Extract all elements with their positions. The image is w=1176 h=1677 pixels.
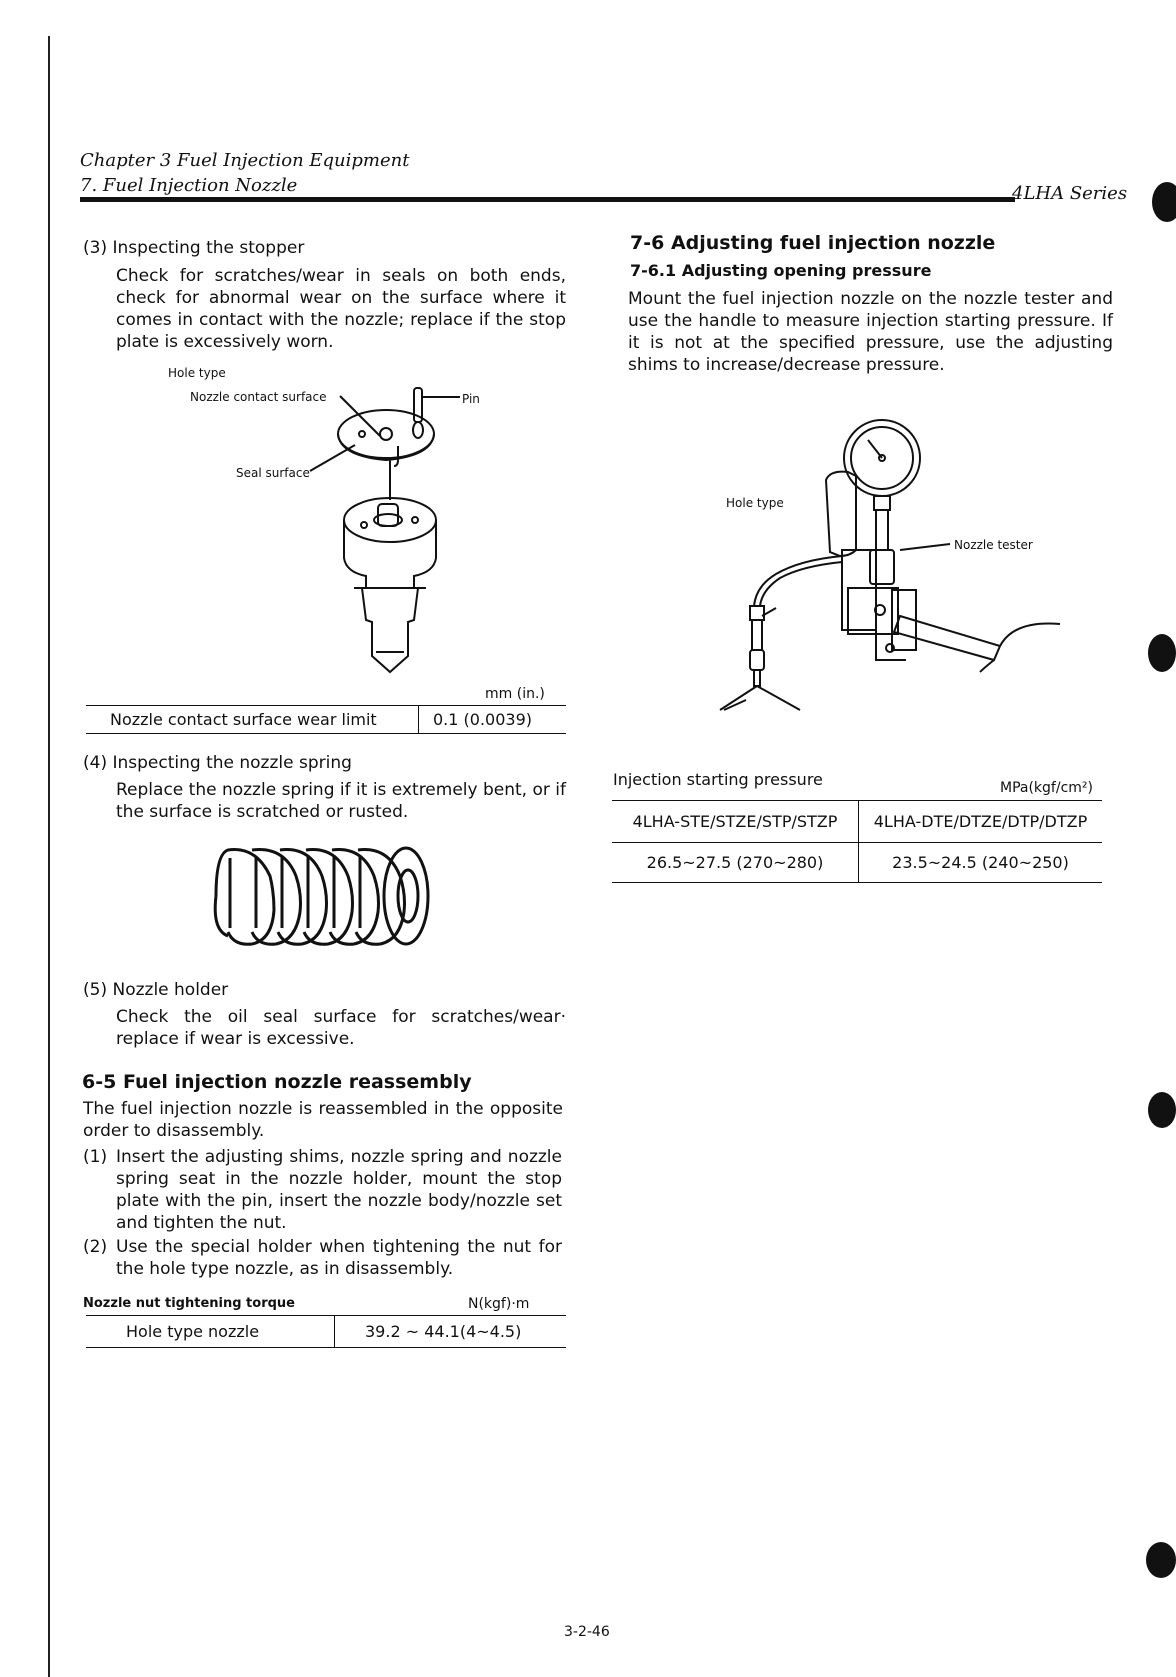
table1-unit: mm (in.) bbox=[485, 686, 545, 702]
s76-heading: 7-6 Adjusting fuel injection nozzle bbox=[630, 232, 996, 254]
table2-value: 39.2 ~ 44.1(4~4.5) bbox=[365, 1322, 522, 1341]
fig1-seal-surface: Seal surface bbox=[236, 466, 310, 480]
table2-label: Hole type nozzle bbox=[86, 1316, 335, 1348]
s76-body: Mount the fuel injection nozzle on the nozzle tester and use the handle to measure injection starting pressure. If it is not at the specified pressure, use the adjusting shims to increase/decrease pressure. bbox=[628, 289, 1113, 375]
chapter-title: Chapter 3 Fuel Injection Equipment bbox=[80, 150, 410, 171]
s65-step2: Use the special holder when tightening the nut for the hole type nozzle, as in disassembly. bbox=[116, 1237, 562, 1279]
s65-heading: 6-5 Fuel injection nozzle reassembly bbox=[82, 1071, 472, 1093]
punch-hole bbox=[1148, 1092, 1176, 1128]
table3-title: Injection starting pressure bbox=[613, 770, 823, 789]
fig1-nozzle-contact: Nozzle contact surface bbox=[190, 390, 327, 404]
stopper-figure bbox=[150, 360, 480, 680]
s4-heading: (4) Inspecting the nozzle spring bbox=[83, 753, 352, 773]
table2-title: Nozzle nut tightening torque bbox=[83, 1296, 295, 1311]
fig1-pin: Pin bbox=[462, 392, 480, 406]
table3-col2: 4LHA-DTE/DTZE/DTP/DTZP bbox=[859, 801, 1103, 843]
punch-hole bbox=[1152, 182, 1176, 222]
s65-step1: Insert the adjusting shims, nozzle spring and nozzle spring seat in the nozzle holder, mount the stop plate with the pin, insert the nozzle body/nozzle set and tighten the nut. bbox=[116, 1147, 562, 1233]
fig2-nozzle-tester: Nozzle tester bbox=[954, 538, 1033, 552]
margin-line bbox=[48, 36, 50, 1677]
table3-col1: 4LHA-STE/STZE/STP/STZP bbox=[612, 801, 859, 843]
table2-unit: N(kgf)·m bbox=[468, 1296, 530, 1312]
wear-limit-table bbox=[86, 705, 566, 734]
s3-body: Check for scratches/wear in seals on both ends, check for abnormal wear on the surface where it comes in contact with the nozzle; replace if the stop plate is excessively worn. bbox=[116, 266, 566, 352]
torque-table bbox=[86, 1315, 566, 1348]
pressure-table bbox=[612, 800, 1102, 883]
s5-body: Check the oil seal surface for scratches/wear· replace if wear is excessive. bbox=[116, 1007, 566, 1049]
page-number: 3-2-46 bbox=[564, 1624, 610, 1640]
nozzle-tester-figure bbox=[680, 410, 1080, 740]
s3-heading: (3) Inspecting the stopper bbox=[83, 238, 305, 258]
table3-val2: 23.5~24.5 (240~250) bbox=[859, 843, 1103, 883]
s65-step2-num: (2) bbox=[83, 1237, 108, 1257]
punch-hole bbox=[1148, 634, 1176, 672]
header-rule bbox=[80, 197, 1015, 202]
table1-value: 0.1 (0.0039) bbox=[433, 710, 532, 729]
section-title: 7. Fuel Injection Nozzle bbox=[80, 175, 298, 196]
s4-body: Replace the nozzle spring if it is extremely bent, or if the surface is scratched or rusted. bbox=[116, 780, 566, 822]
nozzle-spring-drawing bbox=[210, 840, 440, 952]
s65-intro: The fuel injection nozzle is reassembled in the opposite order to disassembly. bbox=[83, 1099, 563, 1141]
s76-subheading: 7-6.1 Adjusting opening pressure bbox=[630, 261, 932, 280]
s5-heading: (5) Nozzle holder bbox=[83, 980, 229, 1000]
table1-label: Nozzle contact surface wear limit bbox=[86, 706, 419, 734]
table3-val1: 26.5~27.5 (270~280) bbox=[612, 843, 859, 883]
fig1-hole-type: Hole type bbox=[168, 366, 226, 380]
nozzle-stopper-drawing bbox=[150, 360, 480, 680]
table3-unit: MPa(kgf/cm²) bbox=[1000, 780, 1093, 796]
nozzle-tester-drawing bbox=[680, 410, 1080, 740]
series-title: 4LHA Series bbox=[1012, 183, 1128, 204]
punch-hole bbox=[1146, 1542, 1176, 1578]
s65-step1-num: (1) bbox=[83, 1147, 108, 1167]
fig2-hole-type: Hole type bbox=[726, 496, 784, 510]
